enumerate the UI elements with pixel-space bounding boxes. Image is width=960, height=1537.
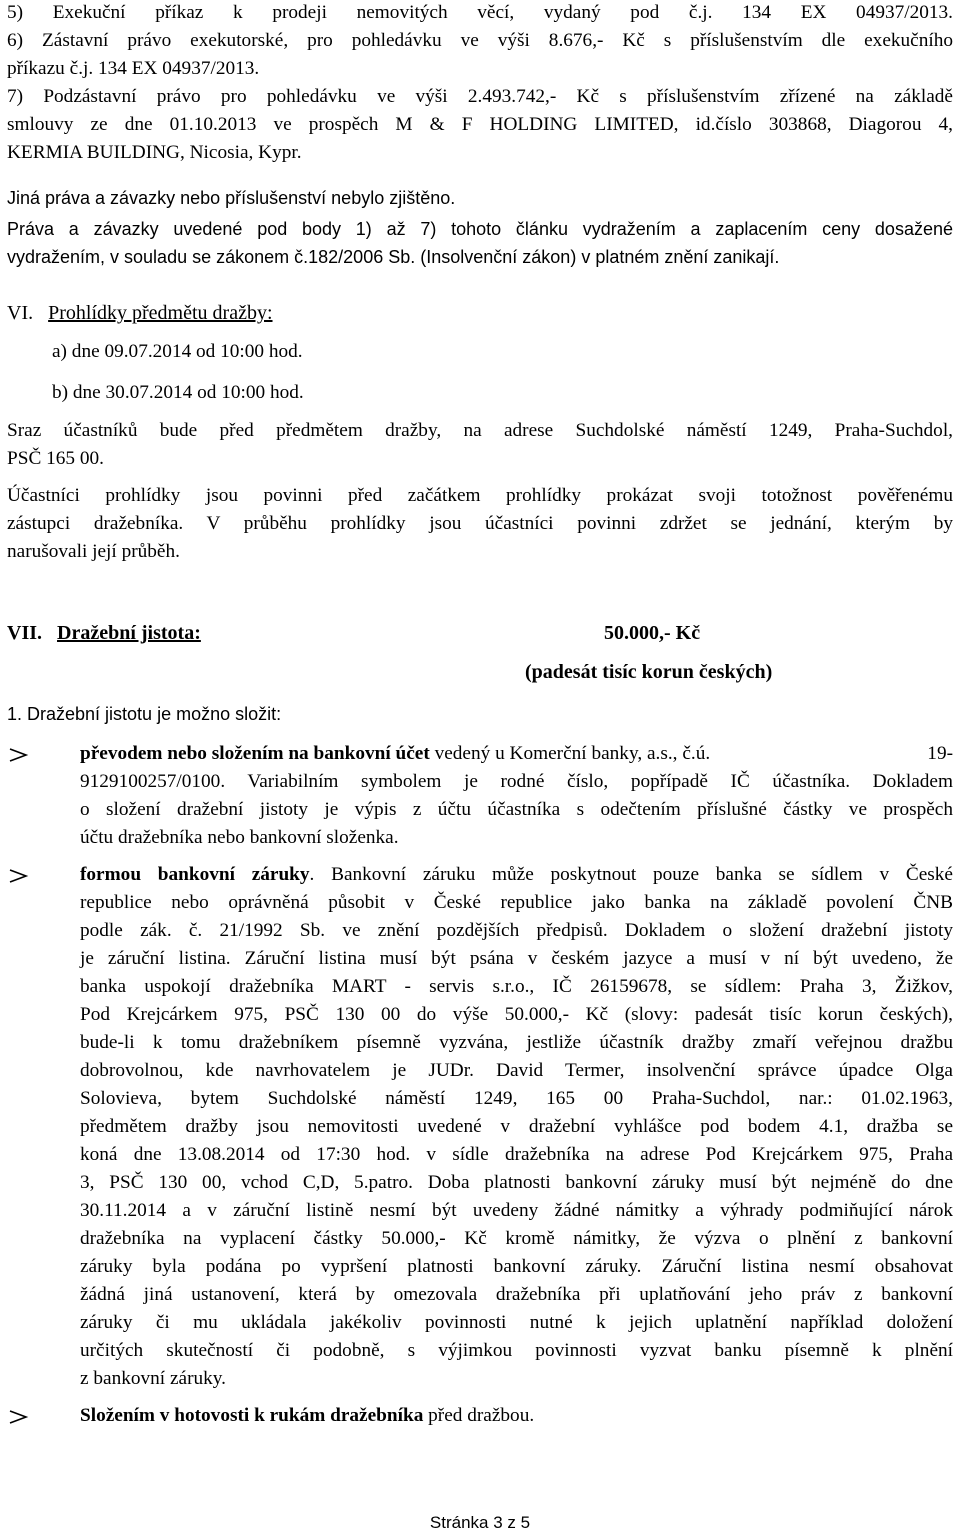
bank-transfer-label: převodem nebo složením na bankovní účet xyxy=(80,743,430,764)
bank-guarantee-line: bude-li k tomu dražebníkem písemně vyzvána, jestliže účastník dražby zmaří veřejnou dražbu xyxy=(80,1032,953,1053)
bank-guarantee-line: dobrovolnou, kde navrhovatelem je JUDr. David Termer, insolvenční správce úpadce Olga xyxy=(80,1060,953,1081)
participants-line2: zástupci dražebníka. V průběhu prohlídky jsou účastníci povinni zdržet se jednání, kterým by xyxy=(7,513,953,534)
bank-guarantee-line: je záruční listina. Záruční listina musí být psána v českém jazyce a musí v ní být uvedeno, že xyxy=(80,948,953,969)
arrow-bullet-icon xyxy=(7,864,37,886)
bank-guarantee-intro: . Bankovní záruku může poskytnout pouze banka se sídlem v České xyxy=(309,864,953,885)
section-6-number: VI. xyxy=(7,302,34,324)
bank-transfer-line4: účtu dražebníka nebo bankovní složenka. xyxy=(80,827,399,848)
meeting-point-line2: PSČ 165 00. xyxy=(7,448,104,469)
page-number-footer: Stránka 3 z 5 xyxy=(429,1513,531,1532)
rights-lapse-line2: vydražením, v souladu se zákonem č.182/2006 Sb. (Insolvenční zákon) v platném znění zanikají. xyxy=(7,247,780,267)
arrow-bullet-icon xyxy=(7,743,37,765)
bank-guarantee-line: 30.11.2014 a v záruční listině nesmí být uvedeny žádné námitky a výhrady podmiňující nárok xyxy=(80,1200,953,1221)
bank-guarantee-line: koná dne 13.08.2014 od 17:30 hod. v sídle dražebníka na adrese Pod Krejcárkem 975, Praha xyxy=(80,1144,953,1165)
section-7-heading xyxy=(7,622,953,644)
prev-item-7-line1: 7) Podzástavní právo pro pohledávku ve výši 2.493.742,- Kč s příslušenstvím zřízené na základě xyxy=(7,86,953,107)
section-7-number: VII. xyxy=(7,622,43,644)
bank-guarantee-line: určitých skutečností či podobně, s výjimkou povinnosti vyzvat banku písemně k plnění xyxy=(80,1340,953,1361)
cash-deposit-label: Složením v hotovosti k rukám dražebníka xyxy=(80,1405,424,1426)
bank-guarantee-line: 3, PSČ 130 00, vchod C,D, 5.patro. Doba platnosti bankovní záruky musí být nejméně do dne xyxy=(80,1172,953,1193)
bank-guarantee-line: banka uspokojí dražebníka MART - servis s.r.o., IČ 26159678, se sídlem: Praha 3, Žižkov, xyxy=(80,976,953,997)
section-7-title: Dražební jistota: xyxy=(57,622,201,644)
cash-deposit-rest: před dražbou. xyxy=(423,1405,535,1426)
bank-guarantee-line: předmětem dražby jsou nemovitosti uvedené v dražební vyhlášce pod bodem 4.1, dražba se xyxy=(80,1116,953,1137)
bank-transfer-line1 xyxy=(80,743,953,765)
prev-item-7-line3: KERMIA BUILDING, Nicosia, Kypr. xyxy=(7,142,302,163)
prev-item-6-line2: příkazu č.j. 134 EX 04937/2013. xyxy=(7,58,260,79)
bank-guarantee-line: Pod Krejcárkem 975, PSČ 130 00 do výše 50.000,- Kč (slovy: padesát tisíc korun českých), xyxy=(80,1004,953,1025)
participants-line3: narušovali její průběh. xyxy=(7,541,180,562)
bank-transfer-line3: o složení dražební jistoty je výpis z účtu účastníka s odečtením příslušné částky ve prospěch xyxy=(80,799,953,820)
section-6-title: Prohlídky předmětu dražby: xyxy=(48,302,273,324)
bank-guarantee-line: dražebníka na vyplacení částky 50.000,- Kč kromě námitky, že výzva o plnění z bankovní xyxy=(80,1228,953,1249)
bank-guarantee-line: republice nebo oprávněná působit v České republice jako banka na základě povolení ČNB xyxy=(80,892,953,913)
inspection-date-b: b) dne 30.07.2014 od 10:00 hod. xyxy=(52,382,304,403)
section-6-heading xyxy=(7,302,953,324)
prev-item-5: 5) Exekuční příkaz k prodeji nemovitých věcí, vydaný pod č.j. 134 EX 04937/2013. xyxy=(7,2,953,23)
bank-account-prefix: 19- xyxy=(927,743,953,764)
prev-item-6-line1: 6) Zástavní právo exekutorské, pro pohledávku ve výši 8.676,- Kč s příslušenstvím dle exekučního xyxy=(7,30,953,51)
bank-guarantee-line: záruky či mu ukládala jakékoliv povinnosti nutné k jejich uplatnění například doložení xyxy=(80,1312,953,1333)
inspection-date-a: a) dne 09.07.2014 od 10:00 hod. xyxy=(52,341,303,362)
deposit-amount-words: (padesát tisíc korun českých) xyxy=(525,661,773,683)
bank-guarantee-label: formou bankovní záruky xyxy=(80,864,310,885)
prev-item-7-line2: smlouvy ze dne 01.10.2013 ve prospěch M & F HOLDING LIMITED, id.číslo 303868, Diagorou 4, xyxy=(7,114,953,135)
bank-transfer-account-text: vedený u Komerční banky, a.s., č.ú. xyxy=(434,743,711,764)
bank-transfer-line2: 9129100257/0100. Variabilním symbolem je rodné číslo, popřípadě IČ účastníka. Dokladem xyxy=(80,771,953,792)
arrow-bullet-icon xyxy=(7,1405,37,1427)
meeting-point-line1: Sraz účastníků bude před předmětem dražby, na adrese Suchdolské náměstí 1249, Praha-Suchdol, xyxy=(7,420,953,441)
bank-guarantee-line: podle zák. č. 21/1992 Sb. ve znění pozdějších předpisů. Dokladem o složení dražební jistoty xyxy=(80,920,953,941)
rights-lapse-line1: Práva a závazky uvedené pod body 1) až 7) tohoto článku vydražením a zaplacením ceny dosažené xyxy=(7,219,953,239)
cash-deposit-line xyxy=(80,1405,953,1427)
participants-line1: Účastníci prohlídky jsou povinni před začátkem prohlídky prokázat svoji totožnost pověřenému xyxy=(7,485,953,506)
bank-guarantee-last-line: z bankovní záruky. xyxy=(80,1368,226,1389)
bank-guarantee-line1 xyxy=(80,864,953,886)
bank-guarantee-line: žádná jiná ustanovení, která by omezovala dražebníka při uplatňování jeho práv z bankovní xyxy=(80,1284,953,1305)
bank-guarantee-line: záruky byla podána po vypršení platnosti bankovní záruky. Záruční listina nesmí obsahovat xyxy=(80,1256,953,1277)
other-rights-note: Jiná práva a závazky nebo příslušenství nebylo zjištěno. xyxy=(7,188,456,208)
deposit-amount: 50.000,- Kč xyxy=(604,622,701,644)
deposit-methods-intro: 1. Dražební jistotu je možno složit: xyxy=(7,704,282,724)
bank-guarantee-line: Solovieva, bytem Suchdolské náměstí 1249, 165 00 Praha-Suchdol, nar.: 01.02.1963, xyxy=(80,1088,953,1109)
